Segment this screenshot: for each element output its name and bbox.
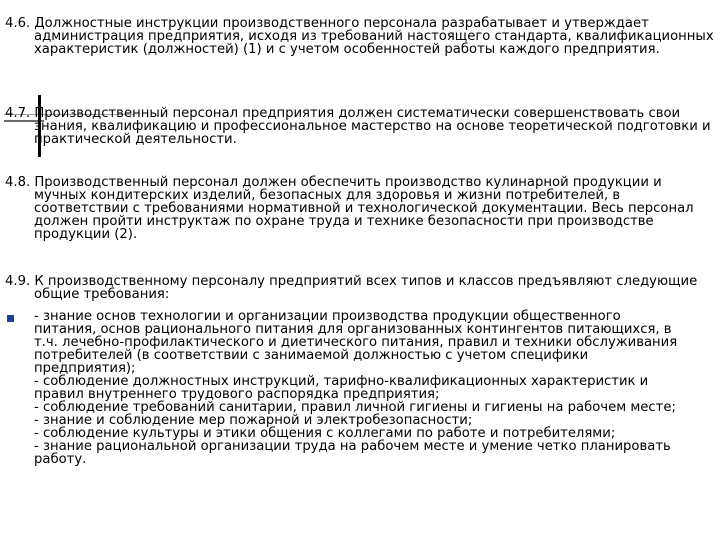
requirements-list <box>34 310 718 466</box>
list-line: - знание основ технологии и организации производства продукции общественного <box>34 309 621 324</box>
list-line: - знание и соблюдение мер пожарной и электробезопасности; <box>34 413 473 428</box>
paragraph-4-9: 4.9. К производственному персоналу предприятий всех типов и классов предъявляют следующие общие требования: <box>5 274 698 302</box>
square-bullet-icon <box>7 315 14 322</box>
list-line: правил внутреннего трудового распорядка предприятия; <box>34 387 440 402</box>
list-line: - знание рациональной организации труда на рабочем месте и умение четко планировать <box>34 439 671 454</box>
list-line: потребителей (в соответствии с занимаемой должностью с учетом специфики <box>34 348 589 363</box>
paragraph-4-8: 4.8. Производственный персонал должен обеспечить производство кулинарной продукции и мучных кондитерских изделий, безопасных для здоровья и жизни потребителей, в соответствии с требованиями нормативной и технологической документации. Весь персонал должен пройти инструктаж по охране труда и технике безопасности при производстве продукции (2). <box>5 175 694 242</box>
list-line: питания, основ рационального питания для организованных контингентов питающихся, в <box>34 322 672 337</box>
paragraph-4-7: 4.7. Производственный персонал предприятия должен систематически совершенствовать свои знания, квалификацию и профессиональное мастерство на основе теоретической подготовки и практической деятельности. <box>5 106 711 147</box>
list-line: предприятия); <box>34 361 136 376</box>
list-line: - соблюдение должностных инструкций, тарифно-квалификационных характеристик и <box>34 374 649 389</box>
paragraph-4-6: 4.6. Должностные инструкции производственного персонала разрабатывает и утверждает администрация предприятия, исходя из требований настоящего стандарта, квалификационных характеристик (должностей) (1) и с учетом особенностей работы каждого предприятия. <box>5 16 714 57</box>
list-line: - соблюдение культуры и этики общения с коллегами по работе и потребителями; <box>34 426 616 441</box>
list-line: - соблюдение требований санитарии, правил личной гигиены и гигиены на рабочем месте; <box>34 400 676 415</box>
list-line: работу. <box>34 452 87 467</box>
list-line: т.ч. лечебно-профилактического и диетического питания, правил и техники обслуживания <box>34 335 678 350</box>
